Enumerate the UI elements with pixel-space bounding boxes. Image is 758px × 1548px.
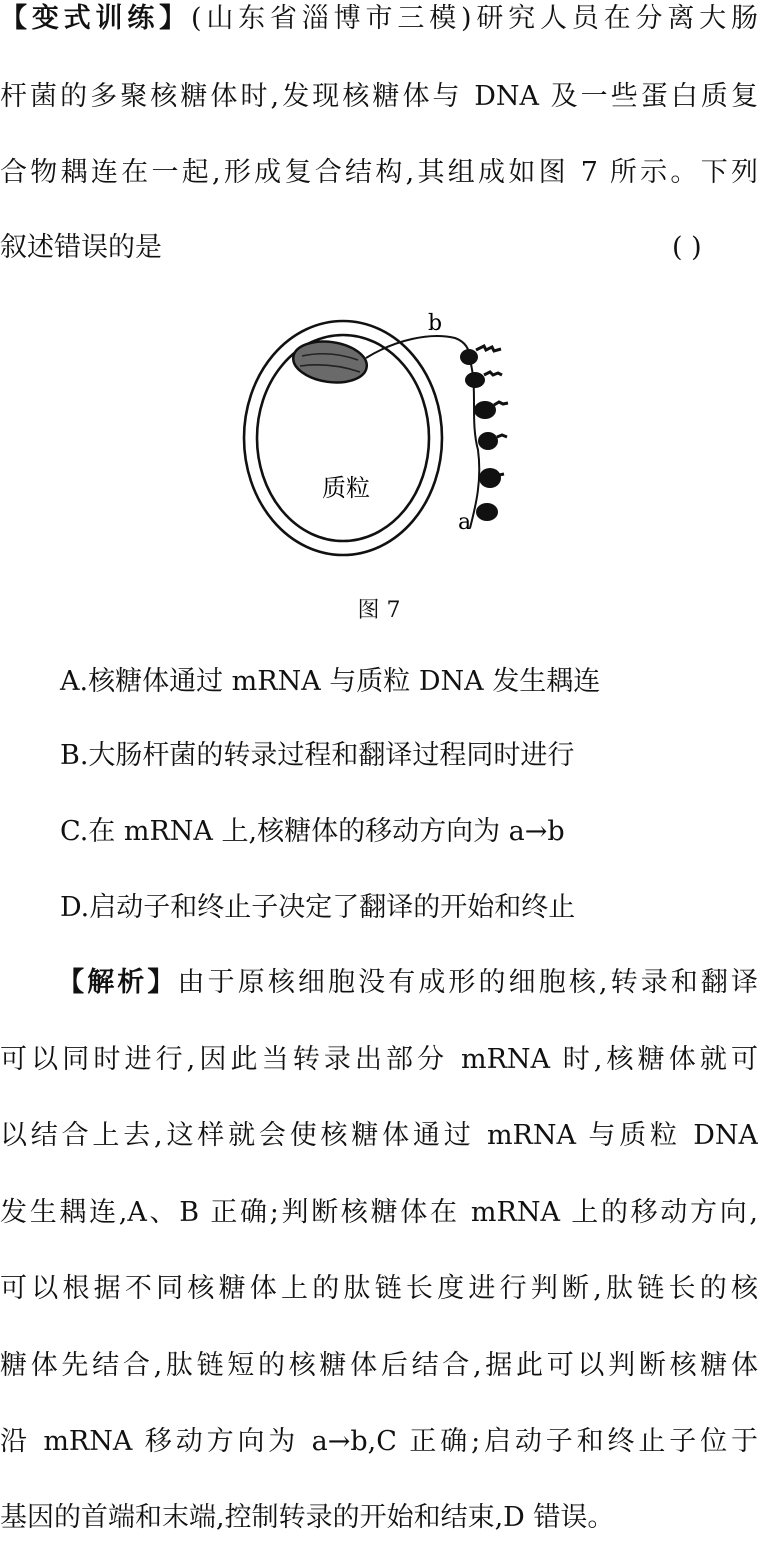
analysis-line-3: 以结合上去,这样就会使核糖体通过 mRNA 与质粒 DNA (0, 1120, 758, 1151)
analysis-line-1 (0, 966, 758, 1000)
ribosome (478, 432, 498, 450)
analysis-line-4: 发生耦连,A、B 正确;判断核糖体在 mRNA 上的移动方向, (0, 1197, 758, 1228)
analysis-line-8: 基因的首端和末端,控制转录的开始和结束,D 错误。 (0, 1502, 615, 1533)
analysis-line-1-text: 由于原核细胞没有成形的细胞核,转录和翻译 (177, 967, 758, 998)
option-c: C.在 mRNA 上,核糖体的移动方向为 a→b (60, 816, 565, 847)
mrna-strand (366, 336, 479, 528)
ribosome (460, 349, 478, 365)
option-b: B.大肠杆菌的转录过程和翻译过程同时进行 (60, 740, 575, 771)
option-d: D.启动子和终止子决定了翻译的开始和终止 (60, 892, 576, 923)
option-a: A.核糖体通过 mRNA 与质粒 DNA 发生耦连 (60, 666, 601, 697)
analysis-line-2: 可以同时进行,因此当转录出部分 mRNA 时,核糖体就可 (0, 1044, 758, 1075)
ribosome-chain (460, 346, 508, 521)
label-plasmid: 质粒 (322, 474, 370, 502)
ribosome (465, 372, 485, 388)
ribosome (476, 503, 498, 521)
figure-7-diagram (0, 0, 758, 600)
question-line-4: 叙述错误的是 (0, 232, 162, 263)
figure-caption: 图 7 (357, 598, 401, 623)
question-line-1-text: (山东省淄博市三模)研究人员在分离大肠 (190, 3, 758, 34)
analysis-line-6: 糖体先结合,肽链短的核糖体后结合,据此可以判断核糖体 (0, 1350, 758, 1381)
ribosome (479, 468, 501, 488)
answer-blank: ( ) (672, 232, 702, 263)
analysis-tag: 【解析】 (54, 967, 178, 998)
question-line-2: 杆菌的多聚核糖体时,发现核糖体与 DNA 及一些蛋白质复 (0, 81, 758, 112)
question-tag: 【变式训练】 (0, 3, 191, 34)
dna-protein-complex (291, 337, 370, 387)
ribosome (474, 401, 496, 419)
label-b: b (428, 311, 443, 336)
label-a: a (458, 510, 472, 535)
analysis-line-7: 沿 mRNA 移动方向为 a→b,C 正确;启动子和终止子位于 (0, 1426, 758, 1457)
question-line-3: 合物耦连在一起,形成复合结构,其组成如图 7 所示。下列 (0, 157, 758, 188)
analysis-line-5: 可以根据不同核糖体上的肽链长度进行判断,肽链长的核 (0, 1273, 758, 1304)
